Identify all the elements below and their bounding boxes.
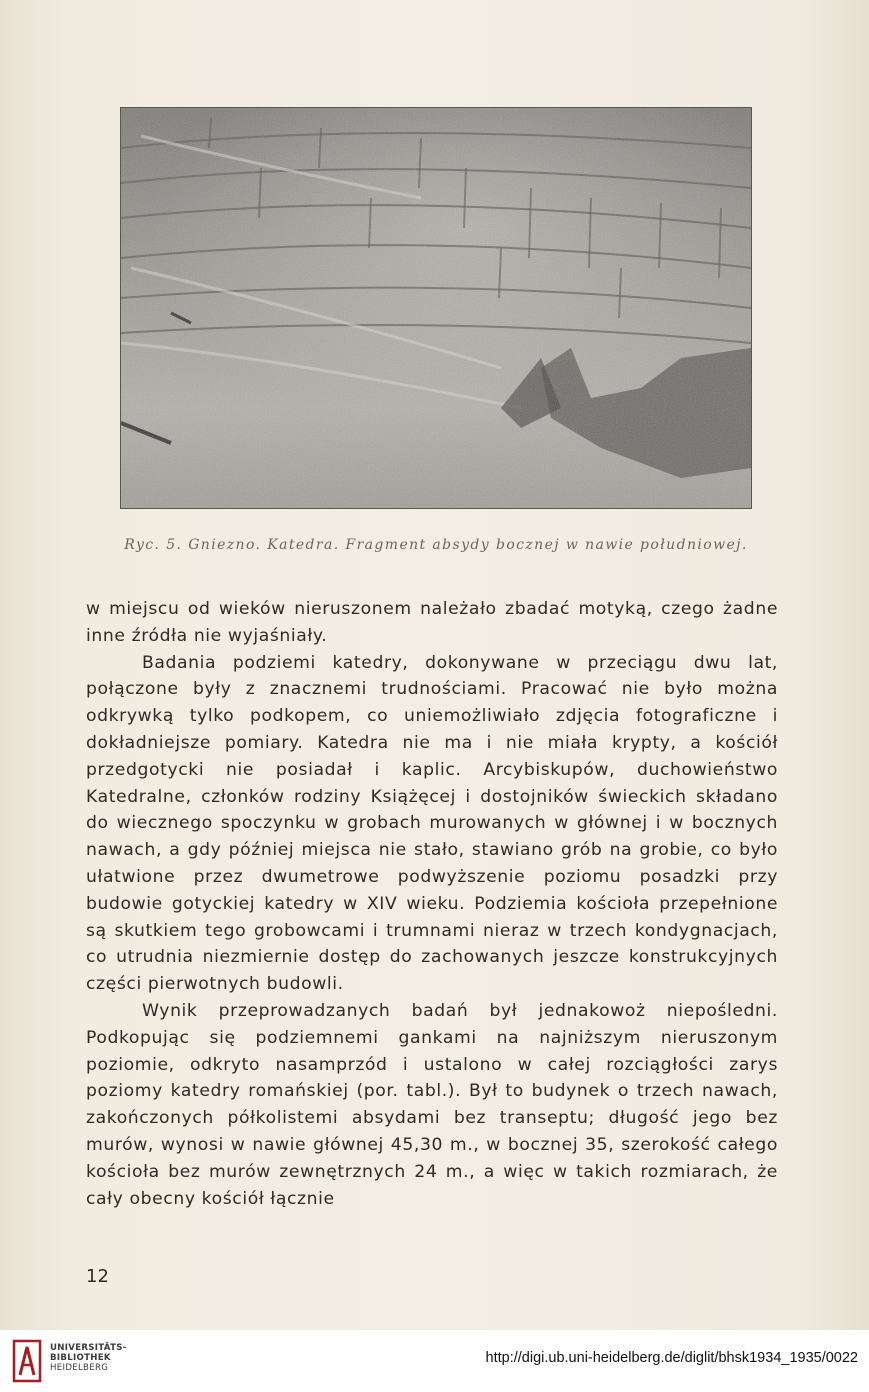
library-name-line: HEIDELBERG bbox=[50, 1363, 109, 1373]
figure-photo bbox=[120, 107, 752, 509]
library-name bbox=[50, 1343, 127, 1373]
paragraph: Wynik przeprowadzanych badań był jednakowoż niepośledni. Podkopując się podziemnemi gankami na najniższym nieruszonym poziomie, odkryto nasamprzód i ustalono w całej rozciągłości zarys poziomy katedry romańskiej (por. tabl.). Był to budynek o trzech nawach, zakończonych półkolistemi absydami bez transeptu; długość jego bez murów, wynosi w nawie głównej 45,30 m., w bocznej 35, szerokość całego kościoła bez murów zewnętrznych 24 m., a więc w takich rozmiarach, że cały obecny kościół łącznie bbox=[86, 1000, 778, 1209]
body-text bbox=[86, 596, 778, 1212]
paragraph: w miejscu od wieków nieruszonem należało zbadać motyką, czego żadne inne źródła nie wyjaśniały. bbox=[86, 599, 778, 646]
library-name-line: BIBLIOTHEK bbox=[50, 1353, 111, 1363]
figure-caption: Ryc. 5. Gniezno. Katedra. Fragment absydy bocznej w nawie południowej. bbox=[124, 537, 748, 553]
page-number: 12 bbox=[86, 1266, 109, 1287]
footer-bar bbox=[0, 1330, 869, 1392]
source-url-link[interactable]: http://digi.ub.uni-heidelberg.de/diglit/bhsk1934_1935/0022 bbox=[485, 1350, 858, 1366]
library-name-line: UNIVERSITÄTS- bbox=[50, 1343, 127, 1353]
library-logo-icon bbox=[12, 1339, 42, 1383]
paragraph: Badania podziemi katedry, dokonywane w przeciągu dwu lat, połączone były z znacznemi trudnościami. Pracować nie było można odkrywką tylko podkopem, co uniemożliwiało zdjęcia fotograficzne i dokładniejsze pomiary. Katedra nie ma i nie miała krypty, a kościół przedgotycki nie posiadał i kaplic. Arcybiskupów, duchowieństwo Katedralne, członków rodziny Książęcej i dostojników świeckich składano do wiecznego spoczynku w grobach murowanych w głównej i w bocznych nawach, a gdy później miejsca nie stało, stawiano grób na grobie, co było ułatwione przez dwumetrowe podwyższenie poziomu posadzki przy budowie gotyckiej katedry w XIV wieku. Podziemia kościoła przepełnione są skutkiem tego grobowcami i trumnami nieraz w trzech kondygnacjach, co utrudnia niezmiernie dostęp do zachowanych jeszcze konstrukcyjnych części pierwotnych budowli. bbox=[86, 652, 778, 995]
photo-apse-fragment-icon bbox=[121, 108, 751, 508]
